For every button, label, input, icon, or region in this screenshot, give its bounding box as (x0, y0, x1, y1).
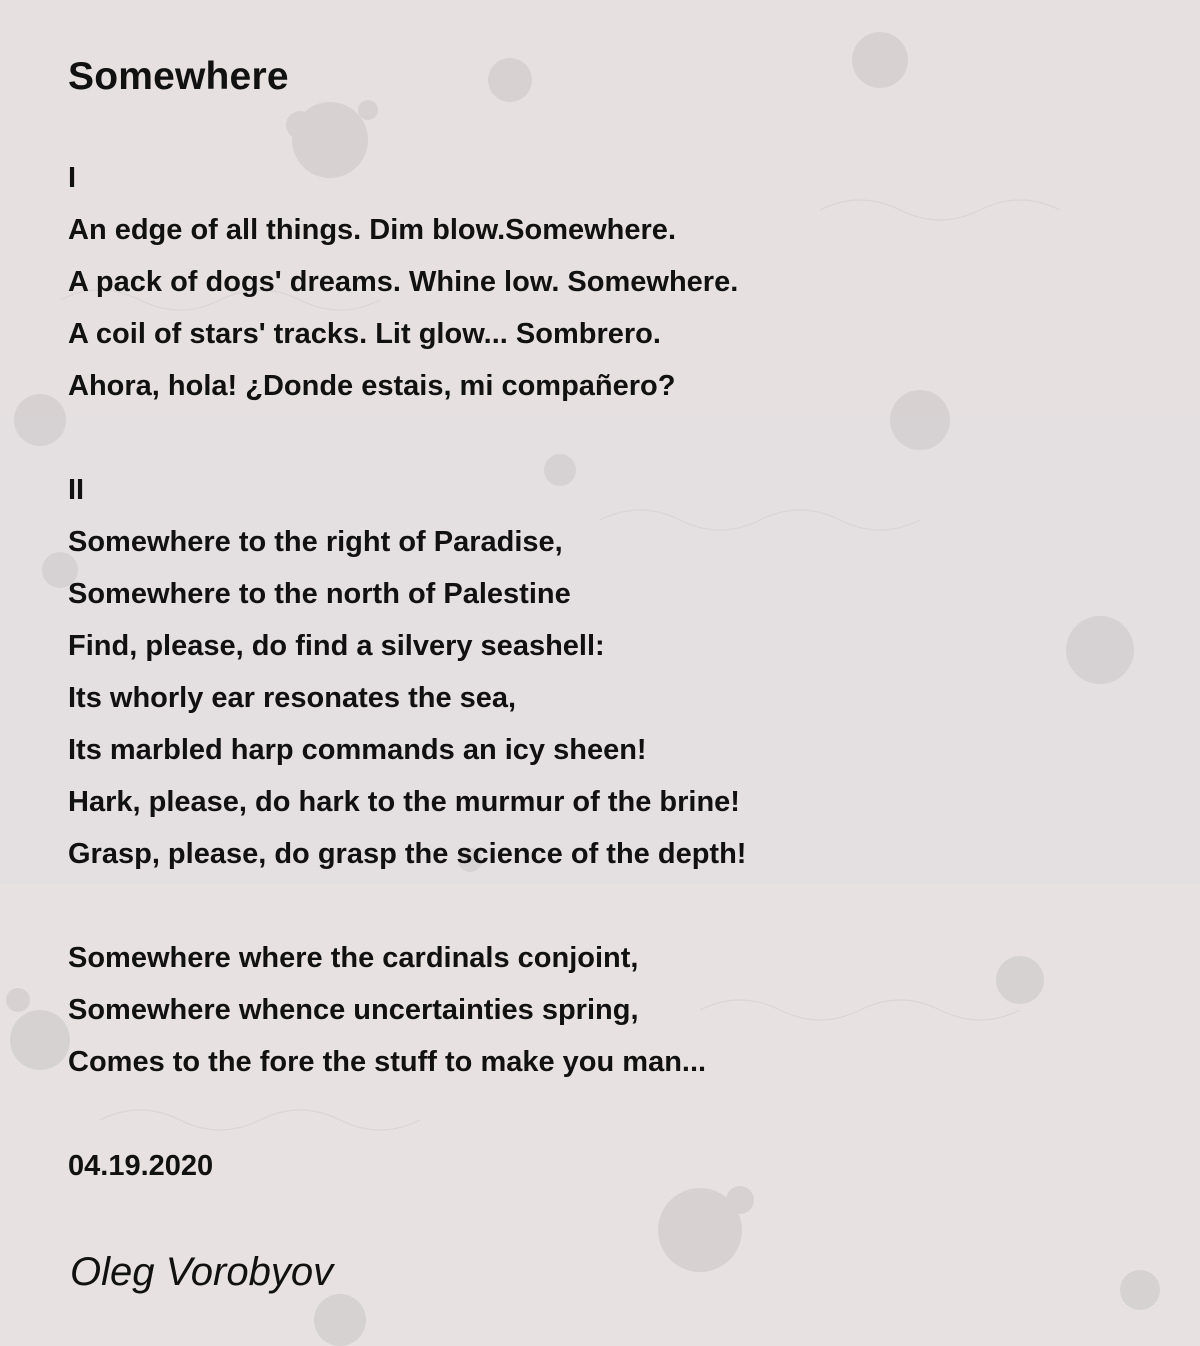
poem-author: Oleg Vorobyov (70, 1250, 334, 1294)
poem-line: Ahora, hola! ¿Donde estais, mi compañero? (68, 370, 676, 402)
poem-line: An edge of all things. Dim blow.Somewhere. (68, 214, 676, 246)
poem-line: A pack of dogs' dreams. Whine low. Somewhere. (68, 266, 739, 298)
poem-body (68, 152, 1148, 1192)
poem-line: Its whorly ear resonates the sea, (68, 682, 517, 714)
poem-line: Its marbled harp commands an icy sheen! (68, 734, 647, 766)
stanza-break (68, 412, 1148, 464)
poem-title: Somewhere (68, 55, 289, 98)
poem-line: Somewhere whence uncertainties spring, (68, 994, 639, 1026)
poem-line: Somewhere to the right of Paradise, (68, 526, 563, 558)
poem-line: Hark, please, do hark to the murmur of the brine! (68, 786, 740, 818)
poem-line: Find, please, do find a silvery seashell: (68, 630, 605, 662)
poem-container (68, 52, 1148, 1192)
poem-line: Somewhere where the cardinals conjoint, (68, 942, 639, 974)
poem-line: Comes to the fore the stuff to make you man... (68, 1046, 707, 1078)
stanza-heading: I (68, 162, 77, 194)
stanza-heading: II (68, 474, 85, 506)
poem-line: Somewhere to the north of Palestine (68, 578, 571, 610)
stanza-break (68, 1088, 1148, 1140)
poem-line: A coil of stars' tracks. Lit glow... Sombrero. (68, 318, 661, 350)
poem-line: Grasp, please, do grasp the science of the depth! (68, 838, 747, 870)
stanza-break (68, 880, 1148, 932)
poem-date: 04.19.2020 (68, 1150, 214, 1182)
